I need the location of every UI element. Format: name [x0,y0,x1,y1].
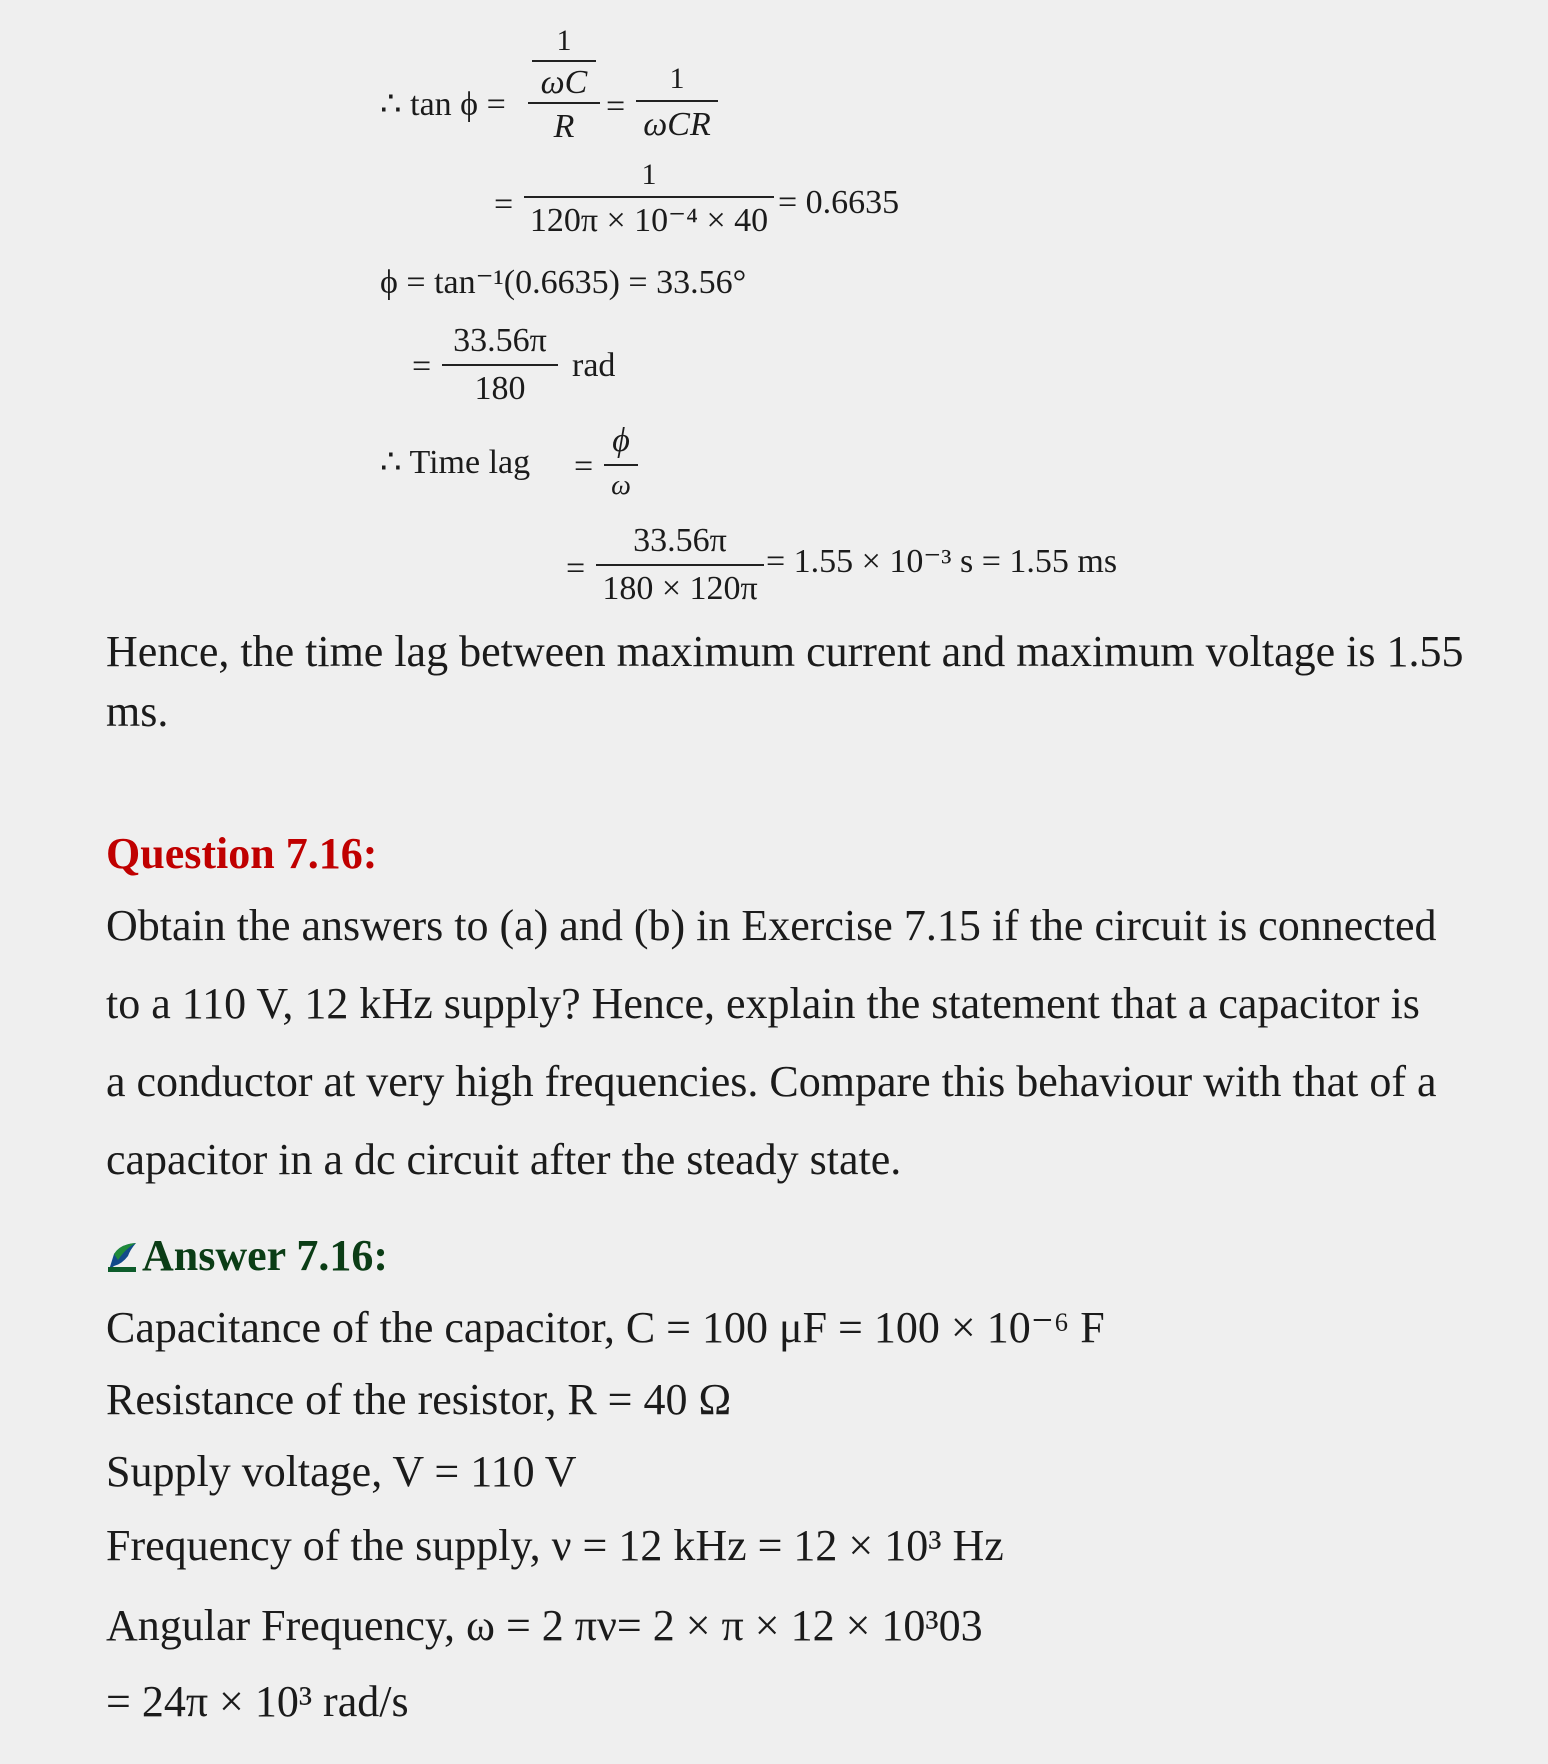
answer-line-angular-frequency: Angular Frequency, ω = 2 πν= 2 × π × 12 × 10³03 [106,1601,983,1650]
fraction-denominator: ω [611,470,631,501]
phi-equation: ϕ = tan⁻¹(0.6635) = 33.56° [380,264,747,301]
answer-line-frequency: Frequency of the supply, ν = 12 kHz = 12 × 10³ Hz [106,1521,1004,1570]
fraction-phi-radians [442,324,558,406]
fraction-denominator: ωCR [643,106,711,143]
pencil-logo-icon [106,1240,140,1274]
equals-sign: = [494,186,514,223]
fraction-numerator: 33.56π [633,522,727,559]
rad-unit: rad [572,347,616,384]
fraction-time-lag [596,524,764,606]
fraction-one-over-omega-c-over-r [528,26,600,144]
question-line-1: Obtain the answers to (a) and (b) in Exercise 7.15 if the circuit is connected [106,901,1437,950]
fraction-numerator: 33.56π [453,322,547,359]
answer-heading [106,1231,389,1280]
conclusion-line-1: Hence, the time lag between maximum current and maximum voltage is 1.55 [106,627,1464,676]
answer-line-resistance: Resistance of the resistor, R = 40 Ω [106,1375,732,1424]
question-line-4: capacitor in a dc circuit after the steady state. [106,1135,902,1184]
fraction-outer-denominator: R [553,108,575,145]
question-line-3: a conductor at very high frequencies. Compare this behaviour with that of a [106,1057,1437,1106]
equals-sign: = [412,348,432,385]
answer-title: Answer 7.16: [142,1231,389,1280]
fraction-bar [596,564,764,566]
fraction-outer-bar [528,102,600,104]
fraction-inner-denominator: ωC [540,64,588,101]
fraction-bar [524,196,774,198]
time-lag-result: = 1.55 × 10⁻³ s = 1.55 ms [766,543,1118,580]
time-lag-prefix: ∴ Time lag [380,444,531,481]
fraction-inner-bar [532,60,596,62]
fraction-phi-over-omega [604,424,638,500]
fraction-numerator: 1 [641,158,657,191]
equals-sign: = [606,88,626,125]
question-title: Question 7.16: [106,829,378,878]
tan-result: = 0.6635 [778,184,900,221]
fraction-denominator: 120π × 10⁻⁴ × 40 [529,202,769,239]
fraction-inner-numerator: 1 [556,24,572,57]
fraction-one-over-omega-cr [636,64,718,142]
conclusion-line-2: ms. [106,687,169,736]
fraction-bar [636,100,718,102]
fraction-numerator: ϕ [612,422,630,459]
answer-line-voltage: Supply voltage, V = 110 V [106,1447,577,1496]
answer-line-angular-result: = 24π × 10³ rad/s [106,1677,409,1726]
fraction-denominator: 180 × 120π [602,570,758,607]
fraction-denominator: 180 [474,370,526,407]
fraction-bar [604,464,638,466]
fraction-bar [442,364,558,366]
equals-sign: = [574,448,594,485]
tan-phi-prefix: ∴ tan ϕ = [380,86,506,123]
answer-line-capacitance: Capacitance of the capacitor, C = 100 μF = 100 × 10⁻⁶ F [106,1303,1105,1352]
equals-sign: = [566,550,586,587]
fraction-numerator: 1 [669,62,685,95]
fraction-tan-value [524,160,774,238]
question-line-2: to a 110 V, 12 kHz supply? Hence, explain the statement that a capacitor is [106,979,1420,1028]
